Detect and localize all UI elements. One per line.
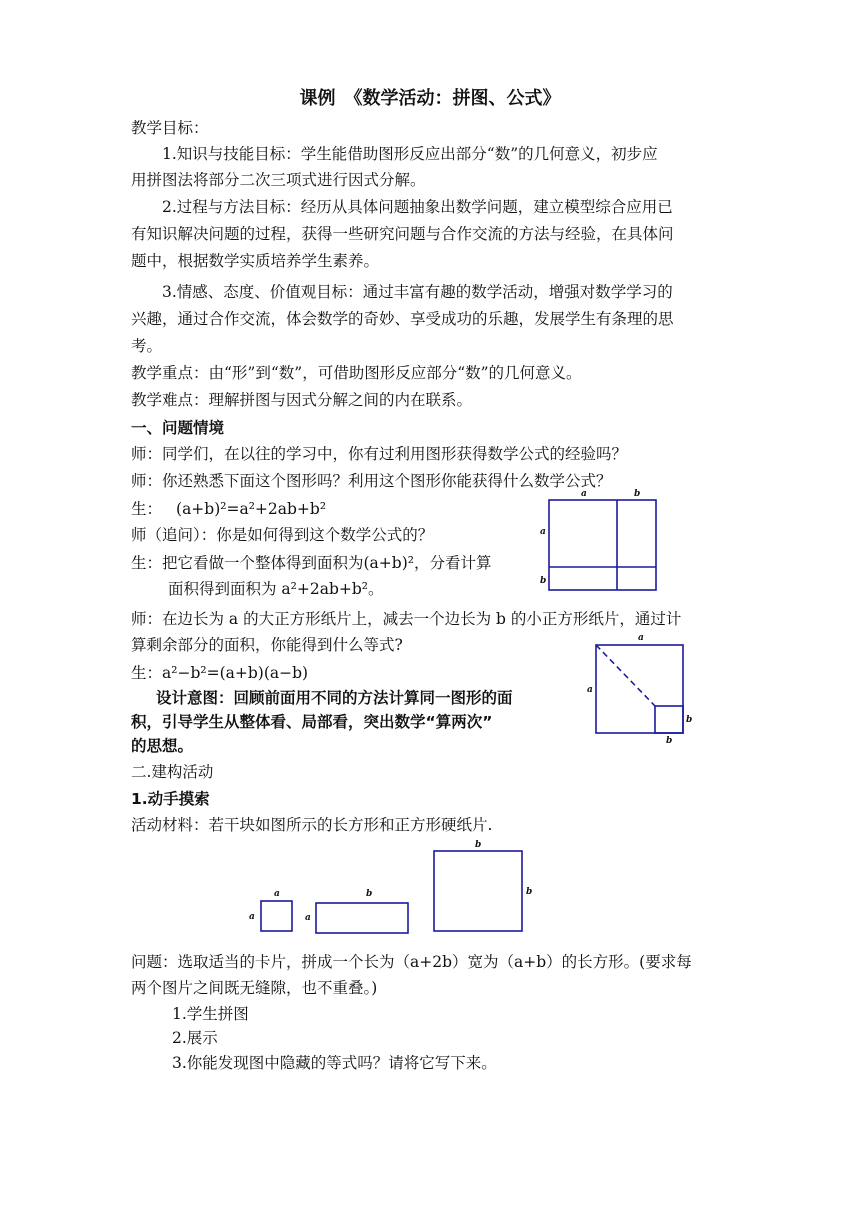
teacher-line-2: 师：你还熟悉下面这个图形吗？利用这个图形你能获得什么数学公式？	[131, 472, 612, 490]
design-intent-line-2: 积，引导学生从整体看、局部看，突出数学“算两次”	[131, 713, 493, 731]
teacher-line-4b: 算剩余部分的面积，你能得到什么等式?	[131, 636, 403, 654]
card-large-square	[434, 851, 522, 931]
teacher-followup: 师（追问）：你是如何得到这个数学公式的？	[131, 526, 434, 544]
teacher-line-1: 师：同学们，在以往的学习中，你有过利用图形获得数学公式的经验吗？	[131, 445, 628, 463]
student-line-3	[131, 662, 308, 684]
goal-3-line-1: 3.情感、态度、价值观目标：通过丰富有趣的数学活动，增强对数学学习的	[162, 283, 673, 301]
design-intent-line-3: 的思想。	[131, 737, 194, 755]
teacher-line-4a: 师：在边长为 a 的大正方形纸片上，减去一个边长为 b 的小正方形纸片，通过计	[131, 610, 682, 628]
student-line-2a: 生：把它看做一个整体得到面积为(a+b)²，分看计算	[131, 554, 492, 572]
difficulty: 教学难点：理解拼图与因式分解之间的内在联系。	[131, 391, 473, 409]
square-expansion-figure	[540, 490, 660, 600]
section-2-heading: 二.建构活动	[131, 763, 214, 781]
card1-label-top-a: a	[274, 889, 280, 899]
label-top-b: b	[634, 489, 641, 499]
step-1: 1.学生拼图	[172, 1005, 249, 1023]
formula-difference: a²−b²=(a+b)(a−b)	[162, 664, 309, 682]
label-left-b: b	[540, 576, 547, 586]
goal-1-line-2: 用拼图法将部分二次三项式进行因式分解。	[131, 171, 426, 189]
goal-3-line-2: 兴趣，通过合作交流，体会数学的奇妙、享受成功的乐趣，发展学生有条理的思	[131, 310, 674, 328]
label-left-a: a	[540, 527, 546, 537]
label-top-a-2: a	[638, 633, 644, 643]
label-top-a: a	[581, 489, 587, 499]
question-line-1: 问题：选取适当的卡片，拼成一个长为（a+2b）宽为（a+b）的长方形。(要求每	[131, 953, 692, 971]
label-left-a-2: a	[587, 685, 593, 695]
material-cards-figure	[245, 838, 545, 938]
label-right-b: b	[686, 715, 693, 725]
goal-3-line-3: 考。	[131, 337, 163, 355]
label-bottom-b: b	[666, 736, 673, 746]
student-prefix-2: 生：	[131, 664, 163, 682]
student-prefix: 生：	[131, 500, 163, 518]
goal-2-line-2: 有知识解决问题的过程，获得一些研究问题与合作交流的方法与经验，在具体问	[131, 225, 674, 243]
outer-square	[549, 500, 656, 590]
goal-2-line-1: 2.过程与方法目标：经历从具体问题抽象出数学问题，建立模型综合应用已	[162, 198, 673, 216]
student-line-2b: 面积得到面积为 a²+2ab+b²。	[168, 580, 384, 598]
difference-of-squares-figure	[585, 634, 695, 746]
step-3: 3.你能发现图中隐藏的等式吗？请将它写下来。	[172, 1054, 497, 1072]
goal-2-line-3: 题中，根据数学实质培养学生素养。	[131, 252, 380, 270]
question-line-2: 两个图片之间既无缝隙，也不重叠。)	[131, 979, 378, 997]
card1-label-left-a: a	[249, 912, 255, 922]
card-rectangle	[316, 903, 408, 933]
card-small-square	[261, 901, 292, 931]
step-2: 2.展示	[172, 1029, 218, 1047]
page-title: 课例 《数学活动：拼图、公式》	[299, 88, 561, 109]
key-point: 教学重点：由“形”到“数”，可借助图形反应部分“数”的几何意义。	[131, 364, 582, 382]
card2-label-left-a: a	[305, 913, 311, 923]
formula-square: (a+b)²=a²+2ab+b²	[176, 500, 327, 518]
student-line-1	[131, 498, 326, 520]
design-intent-line-1: 设计意图：回顾前面用不同的方法计算同一图形的面	[156, 689, 513, 707]
subsection-1-heading: 1.动手摸索	[131, 790, 210, 808]
card3-label-right-b: b	[526, 887, 533, 897]
goal-1-line-1: 1.知识与技能目标：学生能借助图形反应出部分“数”的几何意义，初步应	[162, 145, 658, 163]
card2-label-top-b: b	[366, 889, 373, 899]
section-1-heading: 一、问题情境	[131, 419, 225, 437]
card3-label-top-b: b	[475, 840, 482, 850]
small-square	[655, 706, 683, 733]
materials-line: 活动材料：若干块如图所示的长方形和正方形硬纸片.	[131, 816, 493, 834]
dashed-diagonal	[596, 645, 655, 706]
goals-heading: 教学目标：	[131, 119, 209, 137]
